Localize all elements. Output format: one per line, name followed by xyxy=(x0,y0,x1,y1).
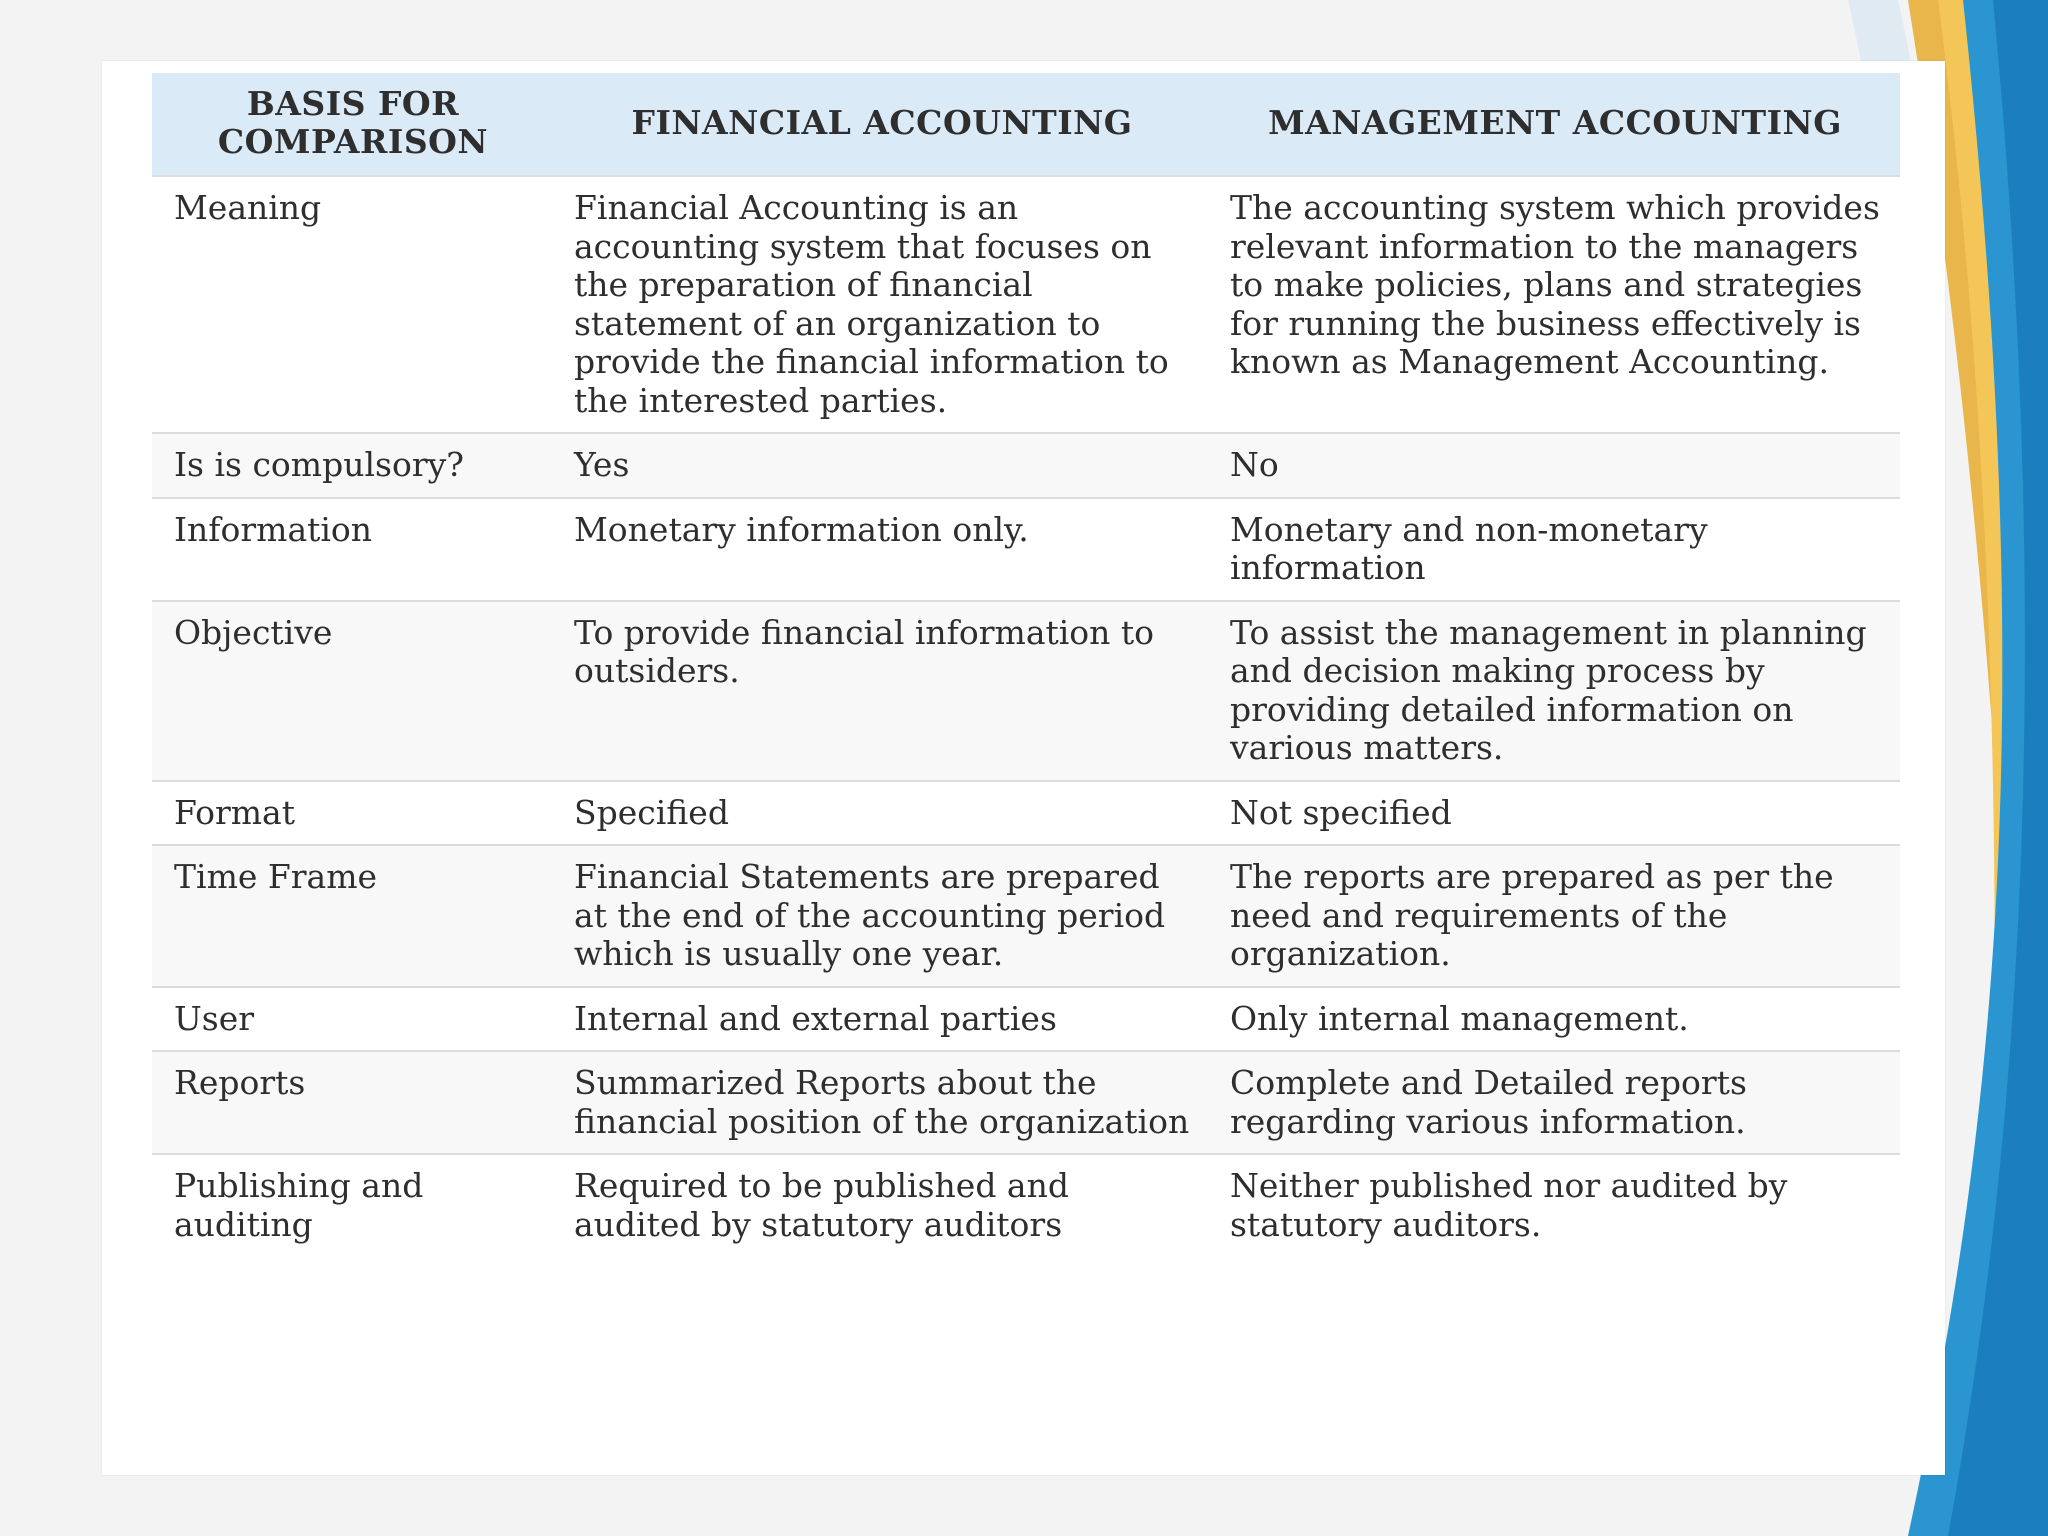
row-financial-cell: Monetary information only. xyxy=(554,498,1210,601)
row-financial-cell: Specified xyxy=(554,781,1210,846)
row-management-cell: The accounting system which provides relevant information to the managers to make policies, plans and strategies for running the business effectively is known as Management Accounting. xyxy=(1210,176,1900,433)
header-financial-accounting: FINANCIAL ACCOUNTING xyxy=(554,73,1210,176)
table-row xyxy=(152,845,1900,987)
table-header-row xyxy=(152,73,1900,176)
table-row xyxy=(152,1051,1900,1154)
table-row xyxy=(152,498,1900,601)
row-financial-cell: Financial Accounting is an accounting system that focuses on the preparation of financial statement of an organization to provide the financial information to the interested parties. xyxy=(554,176,1210,433)
row-management-cell: The reports are prepared as per the need and requirements of the organization. xyxy=(1210,845,1900,987)
row-management-cell: No xyxy=(1210,433,1900,498)
row-basis-cell: Information xyxy=(152,498,554,601)
row-basis-cell: Meaning xyxy=(152,176,554,433)
row-basis-cell: User xyxy=(152,987,554,1052)
row-basis-cell: Objective xyxy=(152,601,554,781)
row-management-cell: Not specified xyxy=(1210,781,1900,846)
table-row xyxy=(152,601,1900,781)
header-management-accounting: MANAGEMENT ACCOUNTING xyxy=(1210,73,1900,176)
table-row xyxy=(152,1154,1900,1256)
table-row xyxy=(152,781,1900,846)
table-row xyxy=(152,987,1900,1052)
table-row xyxy=(152,176,1900,433)
row-management-cell: Monetary and non-monetary information xyxy=(1210,498,1900,601)
table-row xyxy=(152,433,1900,498)
row-management-cell: To assist the management in planning and decision making process by providing detailed information on various matters. xyxy=(1210,601,1900,781)
row-management-cell: Neither published nor audited by statutory auditors. xyxy=(1210,1154,1900,1256)
row-management-cell: Complete and Detailed reports regarding various information. xyxy=(1210,1051,1900,1154)
row-basis-cell: Time Frame xyxy=(152,845,554,987)
row-financial-cell: Summarized Reports about the financial position of the organization xyxy=(554,1051,1210,1154)
row-financial-cell: Internal and external parties xyxy=(554,987,1210,1052)
row-basis-cell: Publishing and auditing xyxy=(152,1154,554,1256)
row-management-cell: Only internal management. xyxy=(1210,987,1900,1052)
row-financial-cell: Yes xyxy=(554,433,1210,498)
row-basis-cell: Reports xyxy=(152,1051,554,1154)
row-basis-cell: Is is compulsory? xyxy=(152,433,554,498)
row-financial-cell: Financial Statements are prepared at the end of the accounting period which is usually one year. xyxy=(554,845,1210,987)
header-basis: BASIS FOR COMPARISON xyxy=(152,73,554,176)
row-basis-cell: Format xyxy=(152,781,554,846)
comparison-table xyxy=(152,73,1900,1256)
row-financial-cell: To provide financial information to outsiders. xyxy=(554,601,1210,781)
row-financial-cell: Required to be published and audited by statutory auditors xyxy=(554,1154,1210,1256)
slide-content-card xyxy=(102,61,1945,1475)
